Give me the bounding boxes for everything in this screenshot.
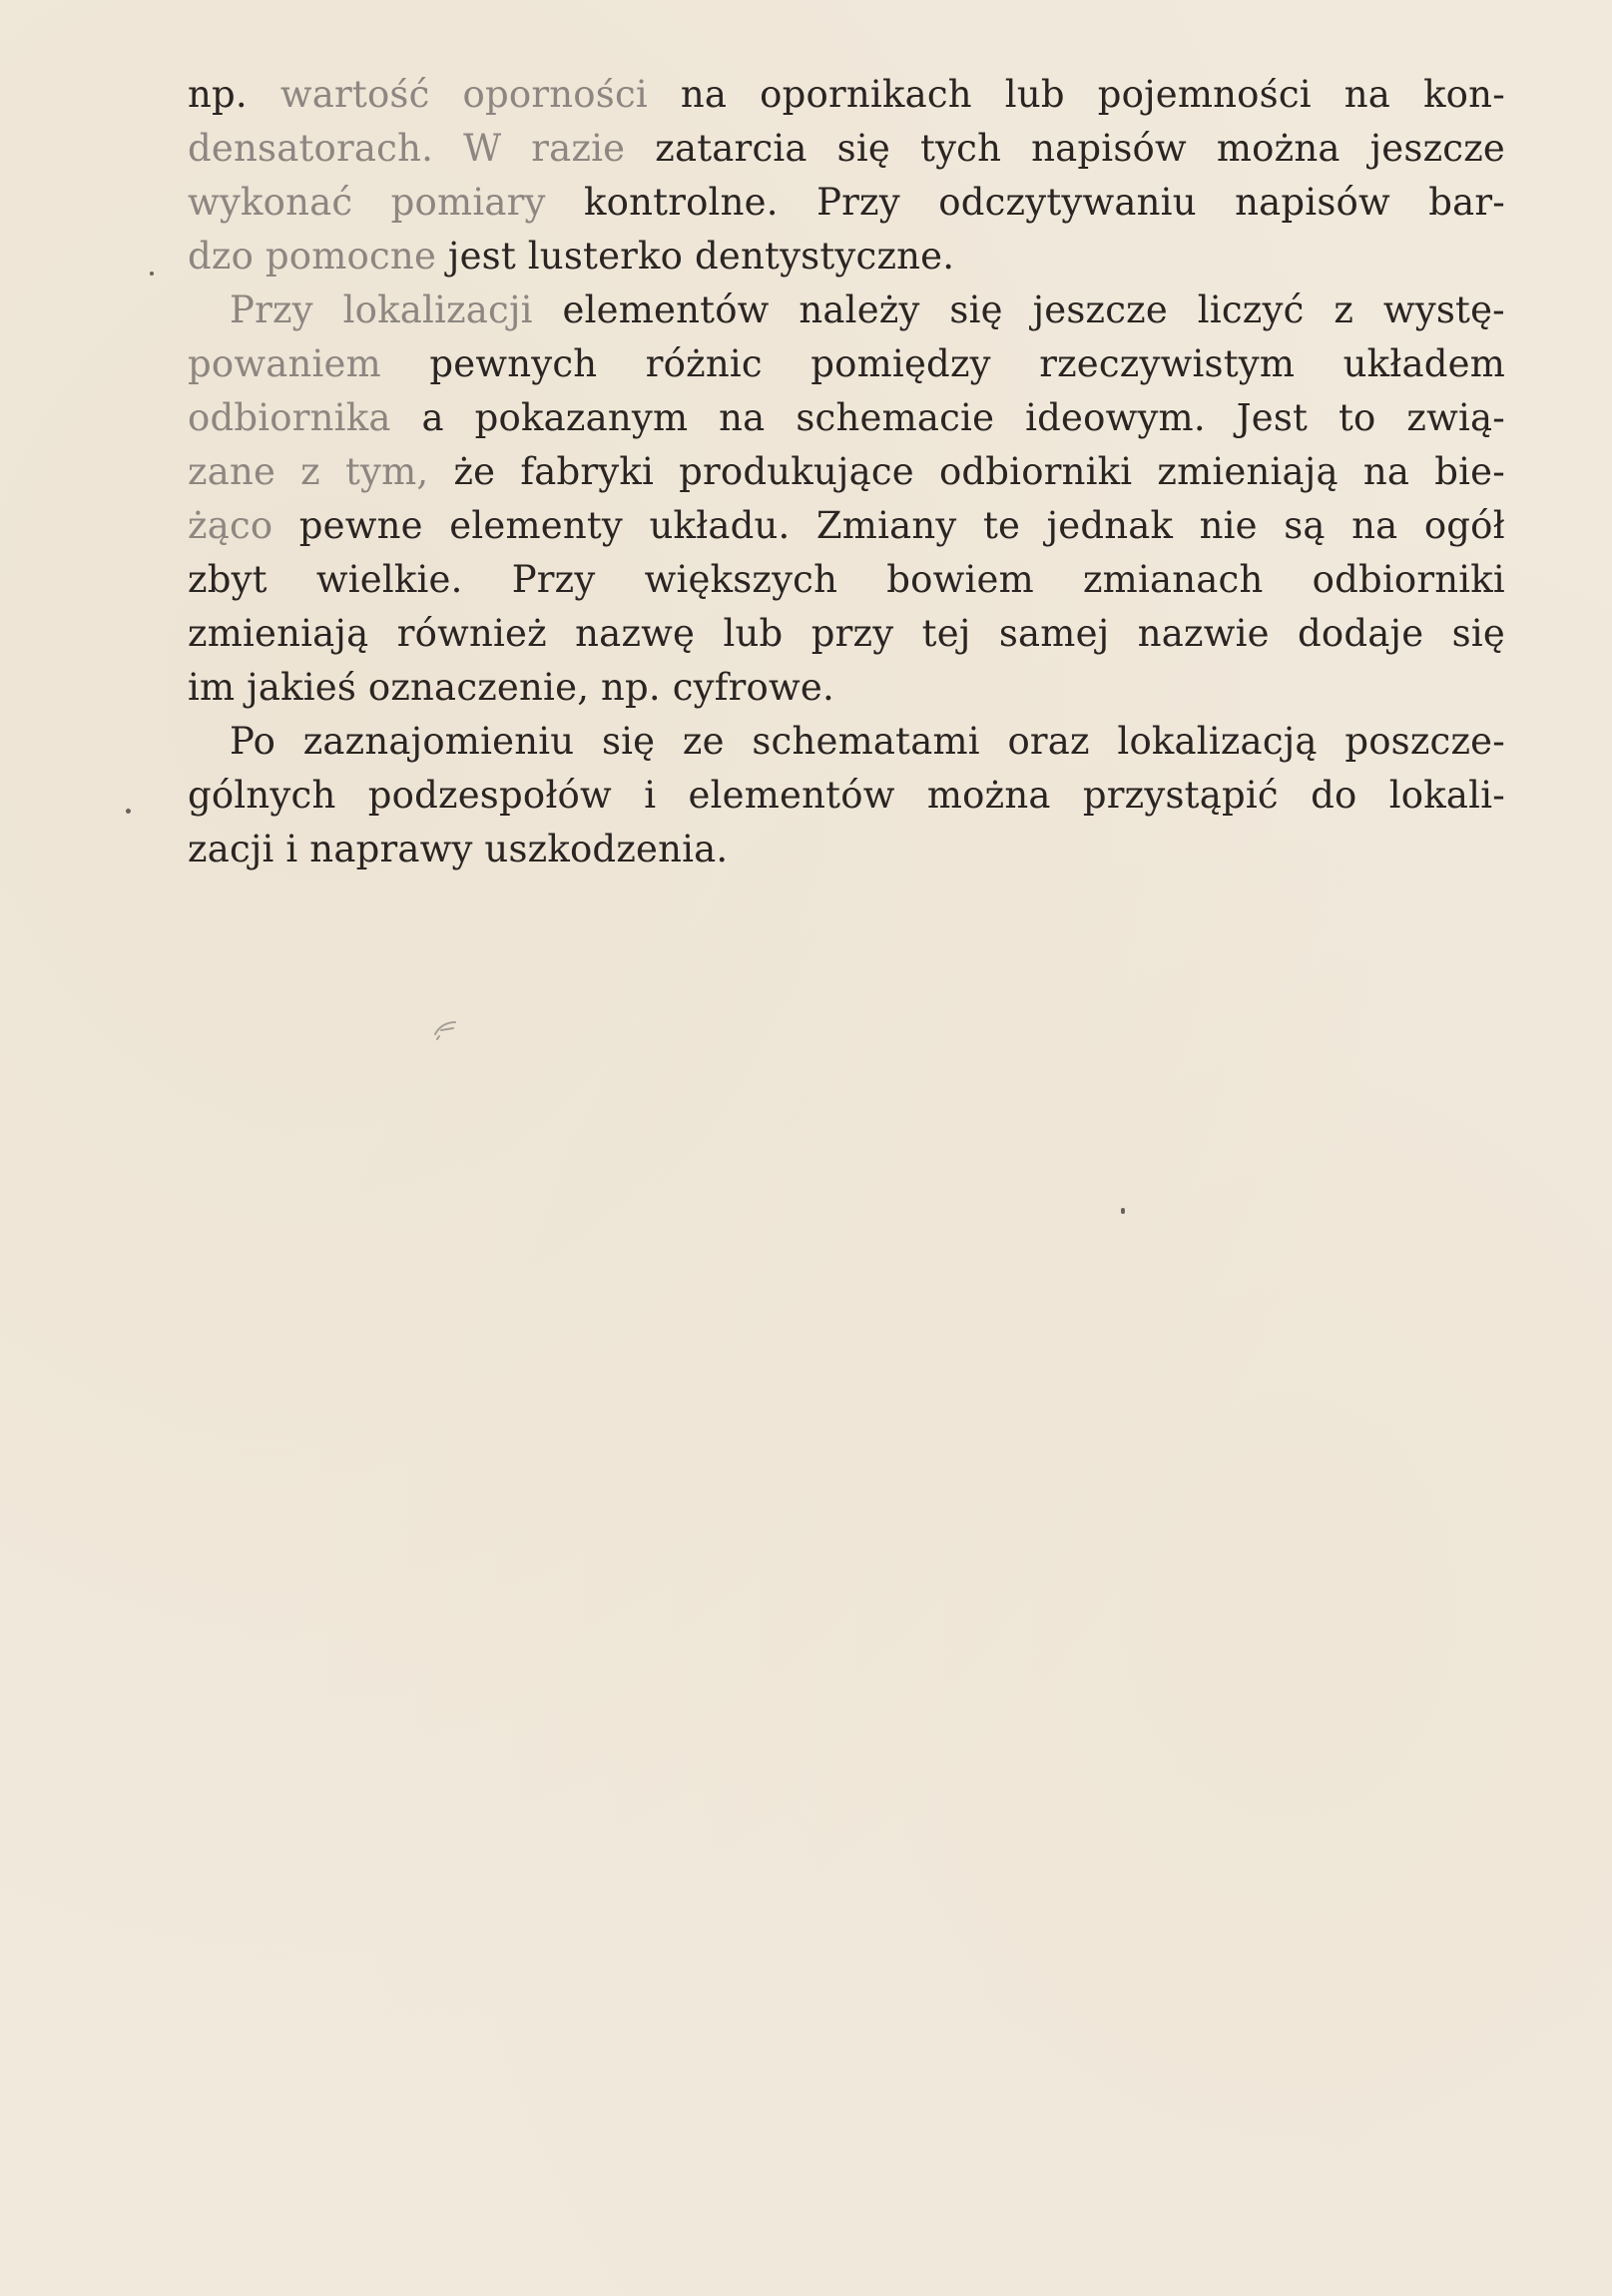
word: jakieś <box>247 666 357 709</box>
word: również <box>396 612 547 655</box>
paragraph-1-line-3 <box>188 176 1505 230</box>
word: naprawy <box>309 828 473 870</box>
word: zwią- <box>1406 396 1505 439</box>
word: np. <box>188 73 248 116</box>
word: nazwie <box>1137 612 1270 655</box>
word: zbyt <box>188 558 268 601</box>
word: nazwę <box>575 612 696 655</box>
paragraph-2-line-8 <box>188 661 1505 715</box>
word: napisów <box>1031 127 1187 170</box>
paragraph-3-line-3 <box>188 823 1505 876</box>
paragraph-2-line-6 <box>188 553 1505 607</box>
word: Przy <box>816 181 900 224</box>
word: tych <box>920 127 1002 170</box>
word: jest <box>447 235 516 278</box>
word: się <box>601 720 656 763</box>
word: z <box>300 450 320 493</box>
word: tym, <box>344 450 429 493</box>
word: pomiędzy <box>810 342 991 385</box>
word: oporności <box>462 73 648 116</box>
word: zatarcia <box>655 127 807 170</box>
word: densatorach. <box>188 127 434 170</box>
word: dodaje <box>1298 612 1424 655</box>
word: Po <box>230 720 276 763</box>
word: elementów <box>562 288 770 331</box>
word: produkujące <box>679 450 914 493</box>
word: jeszcze <box>1369 127 1505 170</box>
word: dzo <box>188 235 255 278</box>
word: razie <box>531 127 626 170</box>
word: kontrolne. <box>584 181 779 224</box>
word: pewnych <box>429 342 598 385</box>
word: zacji <box>188 828 274 870</box>
word: na <box>1351 504 1398 547</box>
word: przystąpić <box>1082 774 1279 817</box>
word: na <box>680 73 728 116</box>
paragraph-1-line-4 <box>188 230 1505 284</box>
word: podzespołów <box>367 774 612 817</box>
word: powaniem <box>188 342 381 385</box>
word: ze <box>682 720 725 763</box>
word: można <box>926 774 1051 817</box>
word: układu. <box>649 504 791 547</box>
word: lokalizacją <box>1117 720 1318 763</box>
word: kon- <box>1423 73 1505 116</box>
word: lub <box>1004 73 1065 116</box>
word: lokalizacji <box>342 288 533 331</box>
paragraph-2-line-5 <box>188 499 1505 553</box>
word: odczytywaniu <box>938 181 1197 224</box>
paragraph-1-line-2 <box>188 122 1505 176</box>
word: uszkodzenia. <box>484 828 729 870</box>
word: zmianach <box>1082 558 1264 601</box>
word: dentystyczne. <box>694 235 955 278</box>
word: oznaczenie, <box>367 666 590 709</box>
word: na <box>1343 73 1391 116</box>
word: ideowym. <box>1025 396 1206 439</box>
word: się <box>1451 612 1505 655</box>
ink-speck <box>126 809 131 814</box>
word: pomocne <box>265 235 437 278</box>
word: Przy <box>511 558 596 601</box>
paragraph-2-line-1 <box>188 284 1505 337</box>
word: odbiorniki <box>1312 558 1505 601</box>
word: fabryki <box>520 450 655 493</box>
word: są <box>1284 504 1326 547</box>
word: schematami <box>752 720 980 763</box>
word: układem <box>1343 342 1505 385</box>
paragraph-1-line-1 <box>188 68 1505 122</box>
word: nie <box>1199 504 1258 547</box>
ink-speck <box>1121 1208 1125 1214</box>
word: różnic <box>645 342 763 385</box>
paragraph-2-line-2 <box>188 337 1505 391</box>
word: zmieniają <box>1157 450 1339 493</box>
word: poszcze- <box>1344 720 1505 763</box>
word: napisów <box>1235 181 1390 224</box>
word: wartość <box>279 73 430 116</box>
word: z <box>1334 288 1354 331</box>
word: pojemności <box>1097 73 1312 116</box>
word: i <box>644 774 657 817</box>
word: elementów <box>688 774 895 817</box>
word: liczyć <box>1197 288 1305 331</box>
word: na <box>719 396 766 439</box>
word: Zmiany <box>815 504 957 547</box>
word: odbiorniki <box>938 450 1133 493</box>
word: można <box>1216 127 1341 170</box>
word: że <box>453 450 496 493</box>
paragraph-2-line-3 <box>188 391 1505 445</box>
word: rzeczywistym <box>1039 342 1296 385</box>
word: wielkie. <box>315 558 463 601</box>
word: Przy <box>230 288 313 331</box>
word: wystę- <box>1382 288 1505 331</box>
word: bar- <box>1428 181 1505 224</box>
word: np. <box>600 666 661 709</box>
word: się <box>949 288 1003 331</box>
word: należy <box>799 288 920 331</box>
word: a <box>421 396 444 439</box>
word: samej <box>998 612 1110 655</box>
stray-ink-mark <box>431 1016 461 1040</box>
word: przy <box>810 612 894 655</box>
word: zaznajomieniu <box>302 720 575 763</box>
word: się <box>836 127 890 170</box>
word: schemacie <box>796 396 995 439</box>
word: żąco <box>188 504 273 547</box>
word: pokazanym <box>474 396 689 439</box>
word: lusterko <box>527 235 684 278</box>
word: do <box>1311 774 1357 817</box>
paragraph-2-line-4 <box>188 445 1505 499</box>
body-text <box>188 68 1505 876</box>
paragraph-3-line-2 <box>188 769 1505 823</box>
word: jednak <box>1046 504 1174 547</box>
word: cyfrowe. <box>672 666 834 709</box>
paragraph-3-line-1 <box>188 715 1505 769</box>
word: większych <box>644 558 838 601</box>
word: na <box>1362 450 1410 493</box>
word: oraz <box>1007 720 1090 763</box>
word: W <box>463 127 502 170</box>
paragraph-2-line-7 <box>188 607 1505 661</box>
word: bie- <box>1434 450 1505 493</box>
word: bowiem <box>886 558 1034 601</box>
word: im <box>188 666 236 709</box>
word: zane <box>188 450 276 493</box>
word: wykonać <box>188 181 353 224</box>
word: te <box>982 504 1021 547</box>
word: Jest <box>1236 396 1309 439</box>
word: opornikach <box>760 73 972 116</box>
word: lub <box>723 612 784 655</box>
word: ogół <box>1423 504 1505 547</box>
word: tej <box>921 612 971 655</box>
word: pomiary <box>390 181 546 224</box>
word: lokali- <box>1388 774 1505 817</box>
word: pewne <box>298 504 423 547</box>
word: gólnych <box>188 774 336 817</box>
word: odbiornika <box>188 396 391 439</box>
word: elementy <box>449 504 624 547</box>
word: i <box>285 828 298 870</box>
word: to <box>1338 396 1376 439</box>
word: zmieniają <box>188 612 369 655</box>
ink-speck <box>150 272 154 276</box>
word: jeszcze <box>1032 288 1168 331</box>
